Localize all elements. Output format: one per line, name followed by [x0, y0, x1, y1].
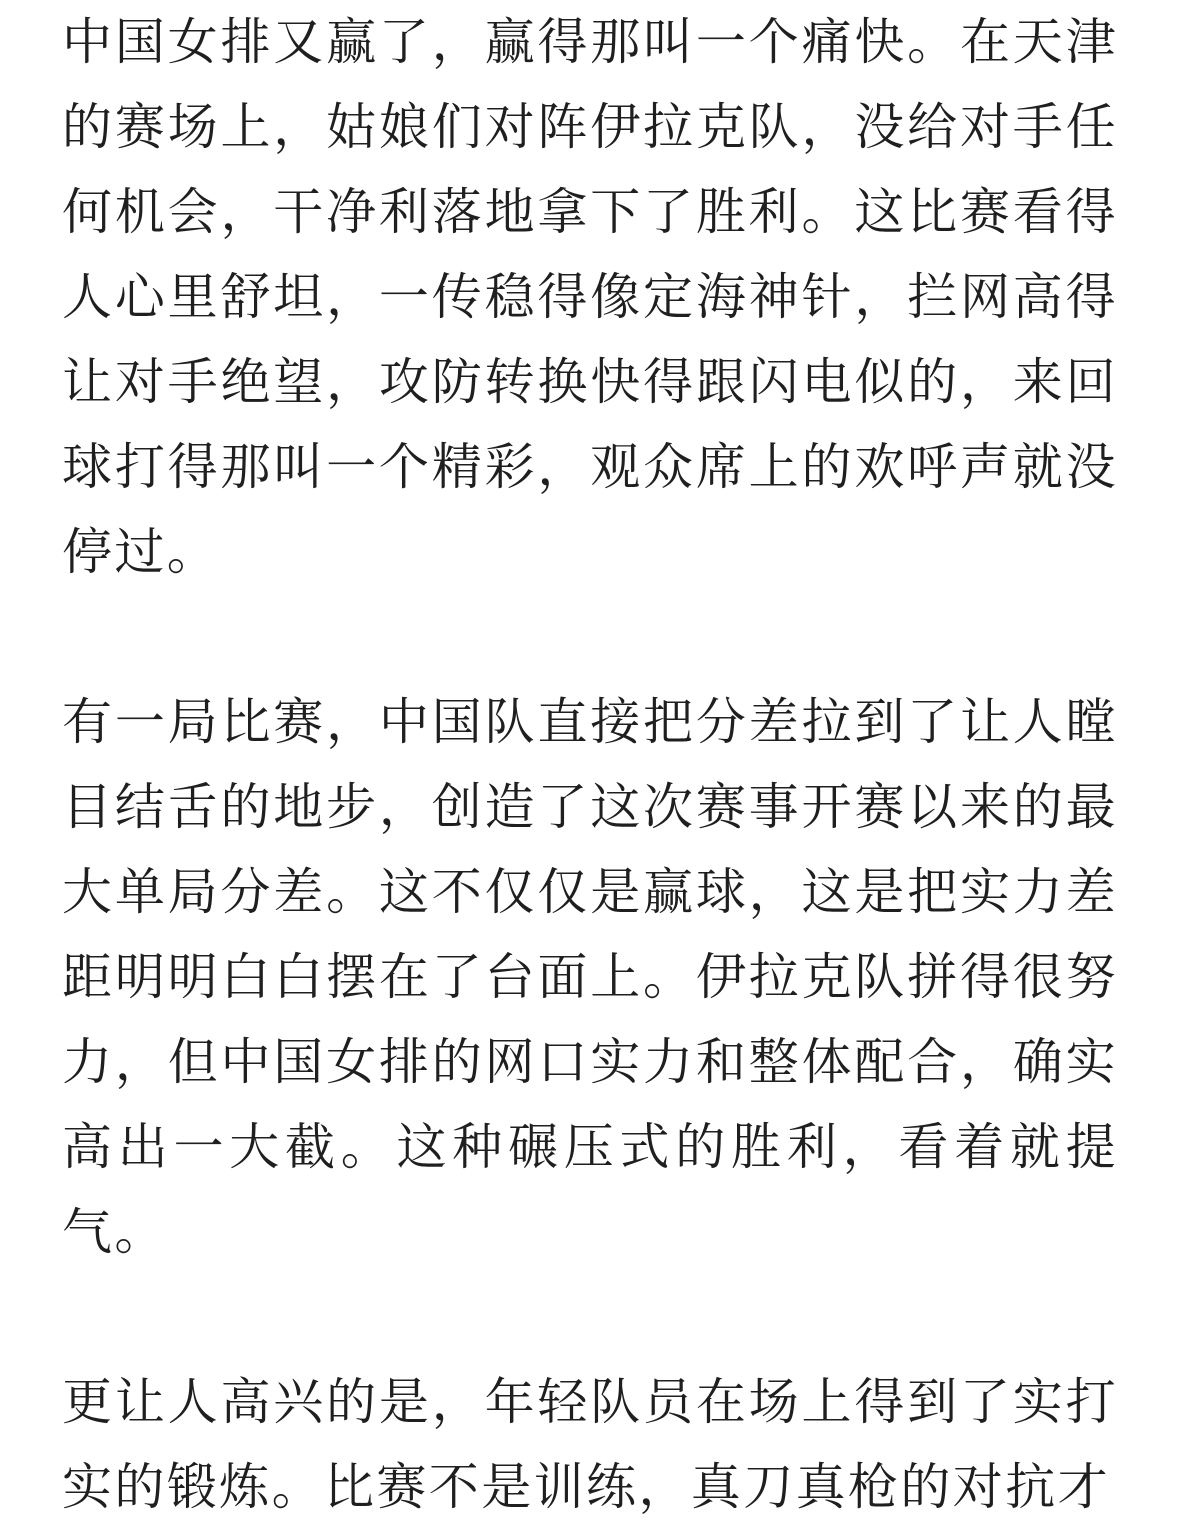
article-paragraph-3: 更让人高兴的是，年轻队员在场上得到了实打实的锻炼。比赛不是训练，真刀真枪的对抗才	[62, 1373, 1118, 1516]
article-paragraph-1: 中国女排又赢了，赢得那叫一个痛快。在天津的赛场上，姑娘们对阵伊拉克队，没给对手任何机会，干净利落地拿下了胜利。这比赛看得人心里舒坦，一传稳得像定海神针，拦网高得让对手绝望，攻防转换快得跟闪电似的，来回球打得那叫一个精彩，观众席上的欢呼声就没停过。	[62, 13, 1118, 581]
article-paragraph-2: 有一局比赛，中国队直接把分差拉到了让人瞠目结舌的地步，创造了这次赛事开赛以来的最大单局分差。这不仅仅是赢球，这是把实力差距明明白白摆在了台面上。伊拉克队拼得很努力，但中国女排的网口实力和整体配合，确实高出一大截。这种碾压式的胜利，看着就提气。	[62, 693, 1118, 1261]
article-body	[62, 0, 1118, 1530]
